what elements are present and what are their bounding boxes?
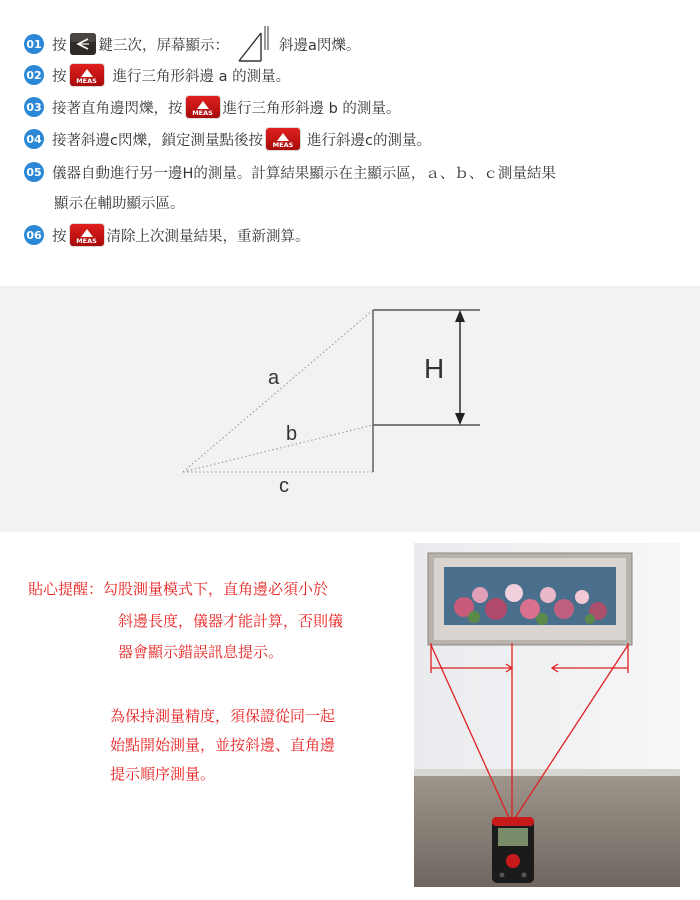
label-b: b xyxy=(286,423,298,445)
tip-line: 貼心提醒：勾股測量模式下，直角邊必須小於 xyxy=(28,580,329,598)
measurement-photo xyxy=(414,543,680,887)
step-text: 接著直角邊閃爍，按 xyxy=(52,100,183,117)
step-number: 03 xyxy=(24,97,44,117)
step-number: 02 xyxy=(24,65,44,85)
step-number: 01 xyxy=(24,34,44,54)
step-text: 進行三角形斜邊 b 的測量。 xyxy=(222,100,401,117)
label-a: a xyxy=(268,367,280,389)
step-text: 按 xyxy=(52,228,67,245)
tip-line: 斜邊長度，儀器才能計算，否則儀 xyxy=(118,612,344,630)
meas-key-icon: MEAS xyxy=(186,96,220,118)
step-number: 05 xyxy=(24,162,44,182)
meas-key-icon: MEAS xyxy=(70,64,104,86)
hypotenuse-screen-icon xyxy=(235,24,273,64)
step-text: 斜邊a閃爍。 xyxy=(279,37,361,54)
meas-key-icon: MEAS xyxy=(70,224,104,246)
step-text: 進行斜邊c的測量。 xyxy=(306,132,431,149)
label-c: c xyxy=(279,475,289,497)
step-06 xyxy=(24,222,310,248)
step-number: 04 xyxy=(24,129,44,149)
step-text: 儀器自動進行另一邊H的測量。計算結果顯示在主顯示區，ａ、ｂ、ｃ測量結果 xyxy=(52,165,556,182)
tip-line: 始點開始測量，並按斜邊、直角邊 xyxy=(110,736,336,754)
label-h: H xyxy=(424,353,445,384)
step-text: 接著斜邊c閃爍，鎖定測量點後按 xyxy=(52,132,263,149)
step-text: 按 xyxy=(52,68,67,85)
pythagorean-diagram xyxy=(0,286,700,532)
step-02 xyxy=(24,62,290,88)
step-04 xyxy=(24,126,431,152)
step-text: 按 xyxy=(52,37,67,54)
meas-key-icon: MEAS xyxy=(266,128,300,150)
step-text: 進行三角形斜邊 a 的測量。 xyxy=(112,68,291,85)
tip-line: 器會顯示錯誤訊息提示。 xyxy=(118,643,284,661)
step-05 xyxy=(24,159,556,185)
step-text: 清除上次測量結果，重新測算。 xyxy=(106,228,310,245)
step-number: 06 xyxy=(24,225,44,245)
step-05-continuation: 顯示在輔助顯示區。 xyxy=(54,196,185,212)
step-01 xyxy=(24,31,360,57)
tip-line: 為保持測量精度，須保證從同一起 xyxy=(110,707,336,725)
laser-meter-device xyxy=(492,817,534,883)
back-arrow-key-icon xyxy=(70,33,96,55)
step-03 xyxy=(24,94,400,120)
step-text: 鍵三次，屏幕顯示： xyxy=(98,37,229,54)
tip-line: 提示順序測量。 xyxy=(110,765,216,783)
